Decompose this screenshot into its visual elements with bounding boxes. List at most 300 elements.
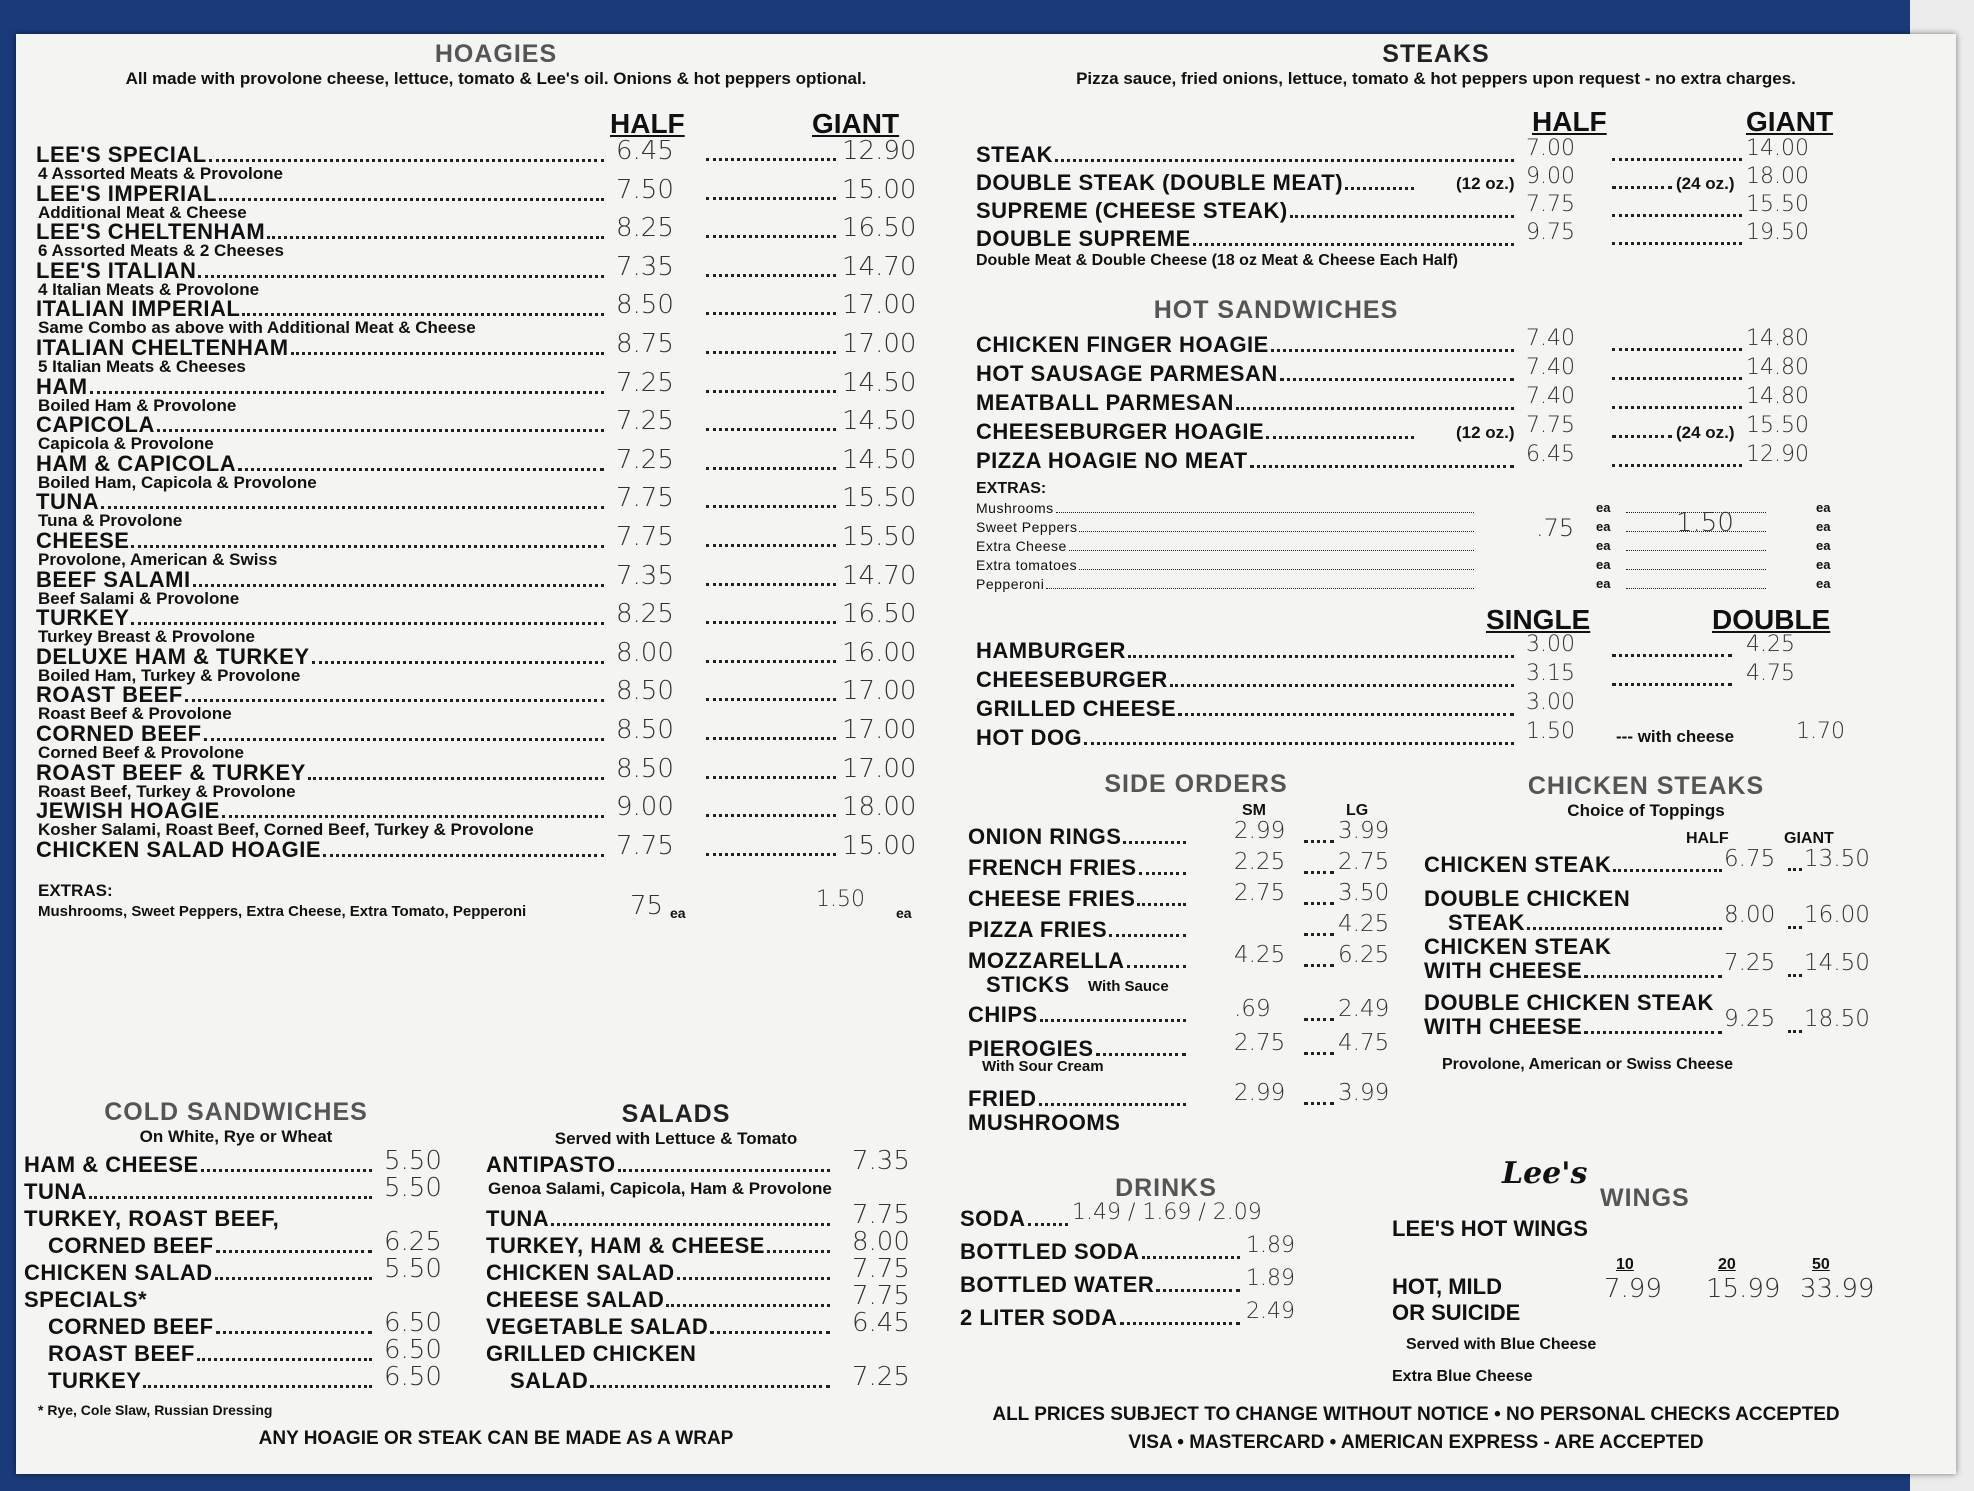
hoagie-desc: Roast Beef, Turkey & Provolone (38, 781, 296, 801)
steaks-giant-price: 14.00 (1746, 136, 1809, 161)
item-name: SALAD (510, 1368, 589, 1393)
hoagie-desc: Additional Meat & Cheese (38, 202, 247, 222)
hoagie-row (36, 792, 936, 840)
item-name: WITH CHEESE (1424, 1014, 1583, 1039)
item-name-line (968, 855, 1188, 881)
item-name-line (48, 1233, 374, 1259)
leader-dots (131, 622, 604, 625)
item-name: DOUBLE SUPREME (976, 226, 1191, 251)
leader-dots (1079, 531, 1474, 532)
item-name: CHICKEN STEAK (1424, 852, 1612, 877)
ea-label: ea (1816, 576, 1831, 591)
leader-dots (1612, 377, 1742, 380)
burger-double-price: 1.70 (1796, 719, 1845, 744)
hoagie-desc: Turkey Breast & Provolone (38, 627, 255, 647)
hot-extras-half: .75 (1536, 514, 1575, 542)
chicken-half-price: 8.00 (1724, 902, 1776, 928)
hoagie-giant-price: 14.50 (842, 444, 917, 475)
item-name: CHICKEN FINGER HOAGIE (976, 332, 1269, 357)
hoagie-row (36, 676, 936, 724)
hoagie-desc: 5 Italian Meats & Cheeses (38, 357, 246, 376)
leader-dots (1612, 654, 1732, 657)
cold-row (24, 1206, 444, 1233)
item-name: GRILLED CHEESE (976, 696, 1177, 721)
leader-dots (1345, 187, 1414, 190)
item-name: LEE'S ITALIAN (36, 257, 197, 283)
hoagie-giant-price: 15.00 (842, 174, 917, 205)
item-name-line (36, 837, 606, 863)
hot-extra-line (976, 557, 1476, 574)
item-name: HOT DOG (976, 725, 1083, 750)
item-name-line (486, 1287, 832, 1313)
item-name-line (976, 390, 1516, 416)
leader-dots (1127, 965, 1186, 968)
cold-row (24, 1362, 444, 1395)
leader-dots (215, 1277, 372, 1280)
chicken-giant-price: 16.00 (1804, 902, 1870, 928)
drink-row (960, 1233, 1400, 1272)
ea-label: ea (1596, 538, 1611, 553)
salads-header (476, 1100, 876, 1149)
leader-dots (101, 506, 604, 509)
hoagies-title: HOAGIES (434, 40, 558, 68)
steaks-title: STEAKS (1382, 40, 1490, 68)
salads-list (486, 1146, 916, 1442)
item-name: CHIPS (968, 1002, 1038, 1027)
hoagie-giant-price: 15.00 (842, 830, 917, 861)
item-name-line (968, 886, 1188, 912)
hot-row (976, 413, 1876, 448)
leader-dots (323, 854, 604, 857)
leader-dots (1788, 974, 1802, 977)
salads-price: 7.75 (852, 1254, 910, 1284)
cold-label: TURKEY, ROAST BEEF, (24, 1206, 280, 1231)
drink-price: 2.49 (1246, 1299, 1295, 1324)
item-name-line (976, 332, 1516, 358)
leader-dots (1046, 588, 1474, 589)
item-name-line (1424, 852, 1724, 878)
hoagie-half-price: 9.00 (616, 792, 674, 823)
cold-list (24, 1146, 444, 1442)
leader-dots (1123, 841, 1186, 844)
item-name: TUNA (486, 1206, 550, 1231)
hot-extra-name: Sweet Peppers (976, 519, 1078, 535)
item-name: ROAST BEEF & TURKEY (36, 759, 306, 785)
hot-title: HOT SANDWICHES (1153, 296, 1399, 324)
hoagie-row (36, 715, 936, 762)
drinks-list (960, 1200, 1400, 1366)
item-name: HAMBURGER (976, 638, 1126, 663)
hoagie-giant-price: 14.70 (842, 560, 917, 591)
hoagie-desc: 4 Italian Meats & Provolone (38, 279, 260, 299)
hoagie-row (36, 444, 936, 492)
steaks-note: Pizza sauce, fried onions, lettuce, tomato & hot peppers upon request - no extra charges. (1076, 69, 1796, 88)
leader-dots (1250, 465, 1514, 468)
footer-line1: ALL PRICES SUBJECT TO CHANGE WITHOUT NOTICE • NO PERSONAL CHECKS ACCEPTED (992, 1404, 1840, 1425)
leader-dots (131, 545, 604, 548)
cold-row (24, 1287, 444, 1314)
burgers-col-single: SINGLE (1486, 604, 1591, 635)
with-cheese-label: --- with cheese (1616, 727, 1735, 746)
wings-served: Served with Blue Cheese (1406, 1336, 1597, 1353)
cold-footnote: * Rye, Cole Slaw, Russian Dressing (38, 1402, 273, 1418)
side-sm-price: 2.99 (1234, 818, 1286, 844)
item-name: JEWISH HOAGIE (36, 798, 220, 824)
item-name-line (1448, 910, 1724, 936)
hoagie-desc: Corned Beef & Provolone (38, 743, 244, 762)
hot-extras-label: EXTRAS: (976, 480, 1047, 497)
hoagie-half-price: 6.45 (616, 136, 674, 166)
menu-sheet (16, 34, 1956, 1474)
hoagie-extras-half: 75 (630, 891, 664, 922)
hoagie-half-price: 7.25 (616, 406, 674, 437)
leader-dots (201, 1169, 372, 1172)
hoagie-desc: Beef Salami & Provolone (38, 588, 240, 608)
drinks-title: DRINKS (1115, 1174, 1217, 1202)
chicken-name: DOUBLE CHICKEN STEAK (1424, 990, 1714, 1015)
chicken-note: Choice of Toppings (1567, 801, 1725, 820)
item-name: CHICKEN SALAD HOAGIE (36, 836, 322, 862)
leader-dots (1137, 903, 1186, 906)
leader-dots (1527, 927, 1722, 930)
hoagie-half-price: 7.75 (616, 522, 674, 552)
leader-dots (706, 505, 836, 508)
leader-dots (706, 467, 836, 470)
leader-dots (1028, 1223, 1068, 1226)
cold-row (24, 1173, 444, 1206)
leader-dots (1612, 186, 1672, 189)
hoagie-giant-price: 15.50 (842, 483, 917, 514)
drink-price: 1.49 / 1.69 / 2.09 (1072, 1200, 1262, 1225)
leader-dots (706, 158, 836, 161)
hoagies-note: All made with provolone cheese, lettuce, tomato & Lee's oil. Onions & hot peppers optional. (125, 69, 867, 88)
item-name: WITH CHEESE (1424, 958, 1583, 983)
leader-dots (198, 275, 604, 278)
hoagie-giant-price: 16.00 (842, 637, 917, 668)
steaks-half-price: 7.75 (1526, 192, 1575, 217)
item-name-line (48, 1368, 374, 1394)
hot-header (976, 296, 1576, 325)
item-name: FRENCH FRIES (968, 855, 1137, 880)
item-name: CORNED BEEF (48, 1233, 214, 1258)
burger-row (976, 690, 1876, 725)
leader-dots (1304, 964, 1334, 967)
salads-price: 7.75 (852, 1200, 910, 1230)
hoagie-desc: Boiled Ham, Capicola & Provolone (38, 472, 317, 492)
steaks-giant-price: 18.00 (1746, 164, 1809, 189)
leader-dots (1612, 683, 1732, 686)
item-name: CORNED BEEF (48, 1314, 214, 1339)
item-name-line (24, 1260, 374, 1286)
chicken-col-giant: GIANT (1784, 830, 1834, 847)
leader-dots (185, 699, 604, 702)
ea-label: ea (1816, 557, 1831, 572)
sides-title: SIDE ORDERS (1104, 770, 1288, 798)
hot-extra-name: Extra tomatoes (976, 557, 1078, 573)
leader-dots (143, 1385, 372, 1388)
leader-dots (706, 428, 836, 431)
wing-count: 10 (1616, 1256, 1634, 1273)
item-name: TUNA (24, 1179, 88, 1204)
item-name-line (976, 696, 1516, 722)
steaks-half-price: 7.00 (1526, 136, 1575, 161)
item-name: BOTTLED SODA (960, 1239, 1140, 1264)
hot-giant-price: 14.80 (1746, 384, 1809, 409)
burger-double-price: 4.25 (1746, 632, 1795, 657)
hot-extra-line (976, 576, 1476, 593)
oz-label: (24 oz.) (1676, 423, 1735, 442)
side-row (968, 1030, 1418, 1075)
drinks-header (1046, 1174, 1286, 1203)
leader-dots (706, 390, 836, 393)
item-name: TURKEY, HAM & CHEESE (486, 1233, 765, 1258)
hoagies-col-giant: GIANT (812, 108, 900, 139)
burger-row (976, 632, 1876, 667)
side-sm-price: 2.25 (1234, 849, 1286, 875)
item-name: BOTTLED WATER (960, 1272, 1155, 1297)
leader-dots (1612, 242, 1742, 245)
leader-dots (1178, 713, 1514, 716)
leader-dots (706, 814, 836, 817)
leader-dots (1613, 869, 1722, 872)
leader-dots (1626, 588, 1766, 589)
leader-dots (618, 1169, 830, 1172)
hoagie-row (36, 522, 936, 569)
hoagie-row (36, 136, 936, 183)
chicken-name: CHICKEN STEAK (1424, 934, 1612, 959)
side-subname: STICKS (986, 972, 1070, 997)
leader-dots (706, 776, 836, 779)
leader-dots (590, 1385, 830, 1388)
chicken-giant-price: 14.50 (1804, 950, 1870, 976)
leader-dots (1304, 1102, 1334, 1105)
leader-dots (1304, 902, 1334, 905)
hoagie-half-price: 8.00 (616, 637, 674, 668)
item-name-line (976, 142, 1516, 168)
hoagie-row (36, 406, 936, 454)
ea-label: ea (1816, 538, 1831, 553)
leader-dots (1120, 1322, 1240, 1325)
item-name: CHEESE FRIES (968, 886, 1136, 911)
item-name: CHEESEBURGER HOAGIE (976, 419, 1265, 444)
leader-dots (89, 1196, 372, 1199)
leader-dots (1304, 871, 1334, 874)
item-name: CAPICOLA (36, 412, 155, 438)
leader-dots (1084, 742, 1514, 745)
hoagie-half-price: 7.25 (616, 444, 674, 475)
steaks-giant-price: 15.50 (1746, 192, 1809, 217)
cold-row (24, 1335, 444, 1368)
chicken-cheese-note: Provolone, American or Swiss Cheese (1442, 1056, 1734, 1073)
item-name: TUNA (36, 489, 100, 515)
item-name-line (510, 1368, 832, 1394)
steaks-giant-price: 19.50 (1746, 220, 1809, 245)
leader-dots (706, 197, 836, 200)
leader-dots (1040, 1019, 1186, 1022)
footer-line2: VISA • MASTERCARD • AMERICAN EXPRESS - ARE ACCEPTED (1128, 1432, 1704, 1453)
hoagie-giant-price: 17.00 (842, 715, 917, 745)
hoagie-half-price: 8.50 (616, 676, 674, 707)
sides-list (968, 818, 1418, 1184)
salads-price: 8.00 (852, 1227, 910, 1257)
item-name: SODA (960, 1206, 1026, 1231)
hoagie-half-price: 8.25 (616, 213, 674, 244)
cold-price: 5.50 (384, 1173, 442, 1203)
item-name: PIZZA FRIES (968, 917, 1108, 942)
item-name: FRIED (968, 1086, 1037, 1111)
burgers-list (976, 632, 1876, 758)
item-name: MOZZARELLA (968, 948, 1125, 973)
hot-extra-name: Extra Cheese (976, 538, 1067, 554)
item-name-line (976, 361, 1516, 387)
chicken-half-price: 9.25 (1724, 1006, 1776, 1032)
hot-row (976, 442, 1876, 477)
hot-giant-price: 14.80 (1746, 355, 1809, 380)
item-name: CHEESE SALAD (486, 1287, 665, 1312)
salads-note: Served with Lettuce & Tomato (554, 1129, 798, 1148)
cold-price: 6.25 (384, 1227, 442, 1257)
hoagie-row (36, 213, 936, 261)
burger-single-price: 3.15 (1526, 661, 1575, 686)
side-lg-price: 6.25 (1338, 942, 1390, 968)
hoagie-giant-price: 17.00 (842, 329, 917, 359)
steaks-half-price: 9.75 (1526, 220, 1575, 245)
hoagie-row (36, 329, 936, 376)
chicken-title: CHICKEN STEAKS (1527, 772, 1765, 800)
leader-dots (1612, 348, 1742, 351)
leader-dots (551, 1223, 830, 1226)
leader-dots (1612, 214, 1742, 217)
hoagie-half-price: 7.35 (616, 560, 674, 591)
item-name-line (976, 667, 1516, 693)
hot-half-price: 7.40 (1526, 355, 1575, 380)
salads-row (486, 1362, 916, 1395)
leader-dots (1788, 926, 1802, 929)
item-name: PIEROGIES (968, 1036, 1094, 1061)
side-lg-price: 2.75 (1338, 849, 1390, 875)
leader-dots (216, 1331, 372, 1334)
hot-extras-giant: 1.50 (1676, 508, 1734, 538)
salads-price: 7.75 (852, 1281, 910, 1311)
chicken-giant-price: 13.50 (1804, 846, 1870, 872)
item-name: ITALIAN IMPERIAL (36, 296, 241, 322)
burger-single-price: 3.00 (1526, 632, 1575, 657)
hoagie-row (36, 174, 936, 222)
hoagie-giant-price: 15.50 (842, 522, 917, 552)
hot-extra-name: Mushrooms (976, 500, 1054, 516)
hoagie-half-price: 8.50 (616, 753, 674, 784)
wing-count: 50 (1812, 1256, 1830, 1273)
hot-extra-row (976, 576, 1836, 595)
item-name: LEE'S IMPERIAL (36, 180, 217, 206)
item-name: TURKEY (48, 1368, 142, 1393)
item-name: SUPREME (CHEESE STEAK) (976, 198, 1288, 223)
hoagie-half-price: 7.50 (616, 174, 674, 205)
leader-dots (238, 468, 604, 471)
item-name: CHEESEBURGER (976, 667, 1168, 692)
chicken-header (1416, 772, 1876, 821)
leader-dots (706, 853, 836, 856)
cold-price: 5.50 (384, 1254, 442, 1284)
item-name-line (968, 1086, 1188, 1112)
wings-title: WINGS (1600, 1184, 1690, 1212)
steaks-col-giant: GIANT (1746, 106, 1834, 137)
hot-extra-row (976, 538, 1836, 557)
chicken-name: DOUBLE CHICKEN (1424, 886, 1631, 911)
leader-dots (1304, 1052, 1334, 1055)
side-sm-price: 2.75 (1234, 1030, 1286, 1056)
side-subnote: With Sour Cream (982, 1058, 1104, 1075)
leader-dots (1304, 933, 1334, 936)
item-name: HAM (36, 373, 88, 399)
steaks-double-note: Double Meat & Double Cheese (18 oz Meat & Cheese Each Half) (976, 252, 1458, 269)
item-name: ROAST BEEF (36, 682, 183, 708)
steaks-row (976, 164, 1876, 198)
item-name: HAM & CAPICOLA (36, 450, 237, 476)
cold-header (36, 1098, 436, 1147)
salads-row (486, 1308, 916, 1341)
leader-dots (1142, 1256, 1240, 1259)
item-name-line (960, 1305, 1242, 1331)
leader-dots (1788, 868, 1802, 871)
item-name: STEAK (1448, 910, 1526, 935)
item-name: BEEF SALAMI (36, 566, 191, 592)
hoagie-desc: Same Combo as above with Additional Meat & Cheese (38, 318, 476, 338)
side-lg-price: 3.50 (1338, 880, 1390, 906)
wing-price: 7.99 (1604, 1274, 1662, 1304)
hoagie-desc: Capicola & Provolone (38, 434, 214, 454)
item-name-line (48, 1314, 374, 1340)
hoagie-desc: Roast Beef & Provolone (38, 704, 232, 724)
leader-dots (1056, 512, 1474, 513)
leader-dots (216, 1250, 372, 1253)
leader-dots (1626, 550, 1766, 551)
side-lg-price: 4.75 (1338, 1030, 1390, 1056)
hoagies-list (36, 136, 936, 1082)
hoagie-giant-price: 16.50 (842, 599, 917, 630)
hot-extra-line (976, 500, 1476, 517)
side-lg-price: 2.49 (1338, 996, 1390, 1022)
item-name-line (1424, 1014, 1724, 1040)
hoagie-row (36, 753, 936, 801)
item-name: CHEESE (36, 528, 130, 553)
cold-note: On White, Rye or Wheat (139, 1127, 333, 1146)
leader-dots (1584, 975, 1722, 978)
item-name-line (1424, 958, 1724, 984)
side-sm-price: .69 (1234, 996, 1271, 1022)
side-sm-price: 4.25 (1234, 942, 1286, 968)
cold-price: 6.50 (384, 1335, 442, 1365)
wing-price: 15.99 (1706, 1274, 1781, 1304)
item-name-line (976, 725, 1516, 751)
item-name-line (976, 198, 1516, 224)
cold-row (24, 1308, 444, 1341)
cold-row (24, 1146, 444, 1179)
salads-label: GRILLED CHICKEN (486, 1341, 697, 1366)
oz-label: (12 oz.) (1456, 174, 1515, 193)
leader-dots (308, 777, 604, 780)
salads-title: SALADS (621, 1100, 731, 1128)
hoagie-desc: Kosher Salami, Roast Beef, Corned Beef, Turkey & Provolone (38, 820, 534, 840)
burgers-col-double: DOUBLE (1712, 604, 1831, 635)
burger-row (976, 661, 1876, 696)
cold-price: 5.50 (384, 1146, 442, 1176)
leader-dots (1109, 934, 1186, 937)
sides-header (1046, 770, 1346, 799)
leader-dots (242, 313, 604, 316)
cold-title: COLD SANDWICHES (104, 1098, 368, 1126)
leader-dots (706, 621, 836, 624)
